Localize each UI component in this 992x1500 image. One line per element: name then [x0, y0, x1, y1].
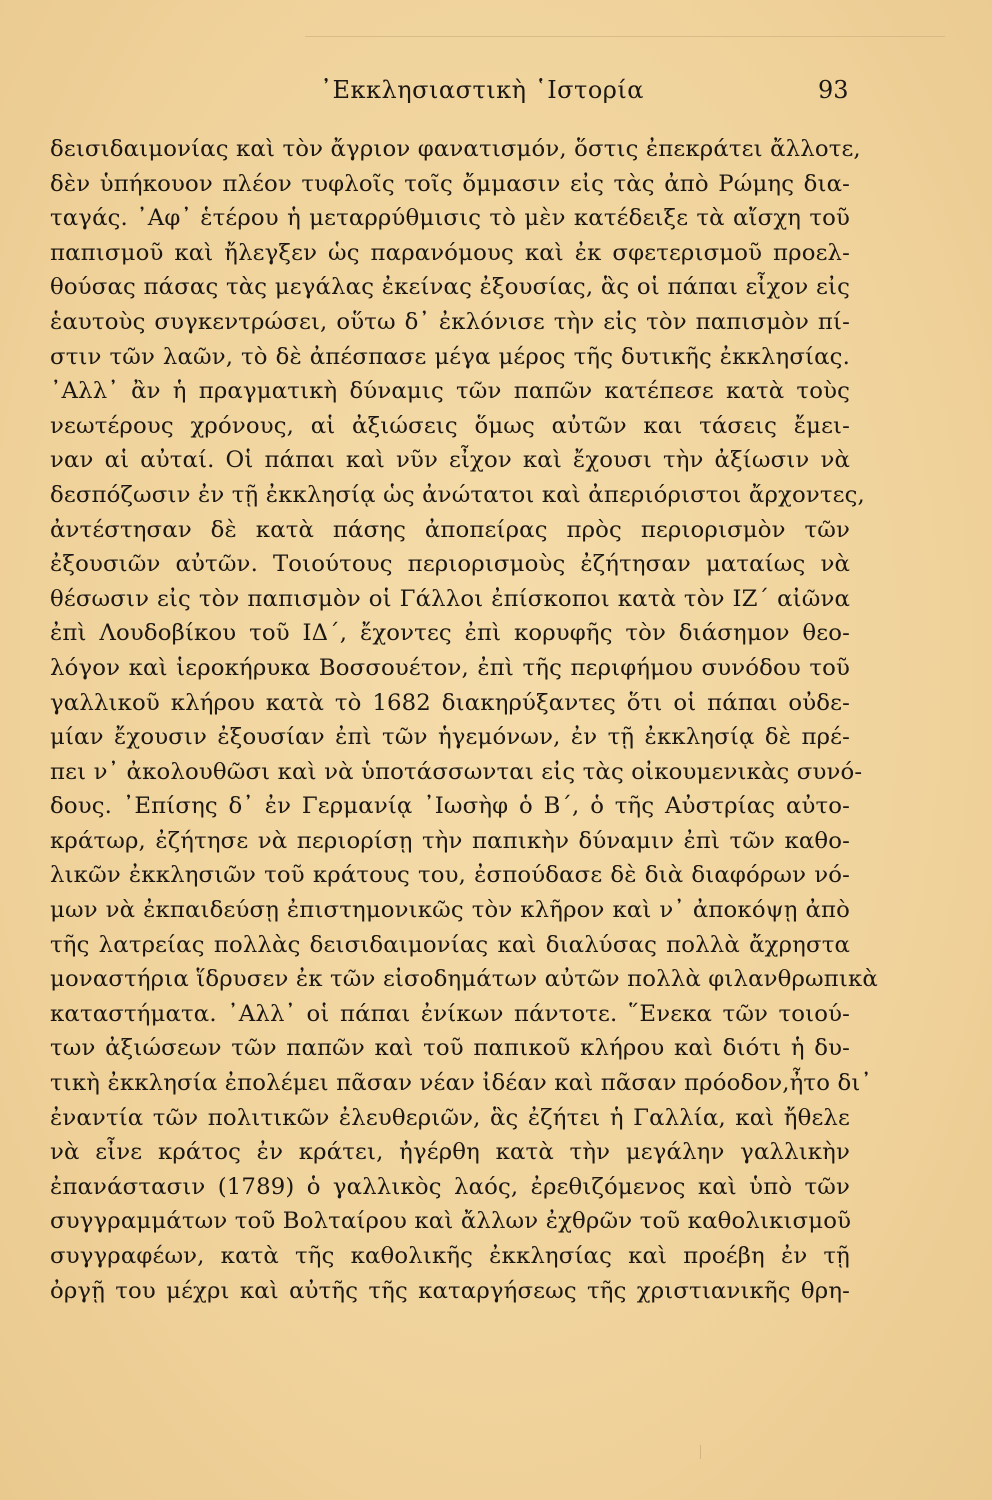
text-line: νεωτέρους χρόνους, αἱ ἀξιώσεις ὅμως αὐτῶν και τάσεις ἔμει- [50, 412, 850, 439]
text-line: μων νὰ ἐκπαιδεύσῃ ἐπιστημονικῶς τὸν κλῆρον καὶ ν᾿ ἀποκόψῃ ἀπὸ [50, 897, 850, 924]
text-line: συγγραμμάτων τοῦ Βολταίρου καὶ ἄλλων ἐχθρῶν τοῦ καθολικισμοῦ [50, 1208, 852, 1235]
text-line: γαλλικοῦ κλήρου κατὰ τὸ 1682 διακηρύξαντες ὅτι οἱ πάπαι οὐδε- [50, 689, 850, 716]
text-line: λόγον καὶ ἱεροκήρυκα Βοσσουέτον, ἐπὶ τῆς περιφήμου συνόδου τοῦ [50, 654, 850, 681]
running-title: ᾿Εκκλησιαστικὴ ῾Ιστορία [320, 76, 645, 104]
text-line: ᾿Αλλ᾿ ἂν ἡ πραγματικὴ δύναμις τῶν παπῶν κατέπεσε κατὰ τοὺς [50, 378, 850, 405]
text-line: ναν αἱ αὐταί. Οἱ πάπαι καὶ νῦν εἶχον καὶ ἔχουσι τὴν ἀξίωσιν νὰ [50, 447, 850, 474]
text-line: ἀντέστησαν δὲ κατὰ πάσης ἀποπείρας πρὸς περιορισμὸν τῶν [50, 516, 850, 543]
text-line: δεισιδαιμονίας καὶ τὸν ἄγριον φανατισμόν, ὅστις ἐπεκράτει ἄλλοτε, [50, 136, 861, 162]
text-line: των ἀξιώσεων τῶν παπῶν καὶ τοῦ παπικοῦ κλήρου καὶ διότι ἡ δυ- [50, 1035, 850, 1062]
text-line: λικῶν ἐκκλησιῶν τοῦ κράτους του, ἐσπούδασε δὲ διὰ διαφόρων νό- [50, 862, 850, 889]
text-line: δους. ᾿Επίσης δ᾿ ἐν Γερμανίᾳ ᾿Ιωσὴφ ὁ Β΄, ὁ τῆς Αὐστρίας αὐτο- [50, 793, 850, 820]
text-line: στιν τῶν λαῶν, τὸ δὲ ἀπέσπασε μέγα μέρος τῆς δυτικῆς ἐκκλησίας. [50, 343, 850, 370]
text-line: μίαν ἔχουσιν ἐξουσίαν ἐπὶ τῶν ἡγεμόνων, ἐν τῇ ἐκκλησίᾳ δὲ πρέ- [50, 724, 850, 751]
text-line: θούσας πάσας τὰς μεγάλας ἐκείνας ἐξουσίας, ἃς οἱ πάπαι εἶχον εἰς [50, 274, 850, 301]
text-line: πει ν᾿ ἀκολουθῶσι καὶ νὰ ὑποτάσσωνται εἰς τὰς οἰκουμενικὰς συνό- [50, 758, 863, 785]
text-line: ἐναντία τῶν πολιτικῶν ἐλευθεριῶν, ἃς ἐζήτει ἡ Γαλλία, καὶ ἤθελε [50, 1104, 850, 1131]
text-line: ἐπὶ Λουδοβίκου τοῦ ΙΔ΄, ἔχοντες ἐπὶ κορυφῆς τὸν διάσημον θεο- [50, 620, 850, 647]
body-text [50, 132, 878, 1308]
text-line: ἐξουσιῶν αὐτῶν. Τοιούτους περιορισμοὺς ἐζήτησαν ματαίως νὰ [50, 551, 850, 578]
text-line: δεσπόζωσιν ἐν τῇ ἐκκλησίᾳ ὡς ἀνώτατοι καὶ ἀπεριόριστοι ἄρχοντες, [50, 481, 865, 508]
text-line: μοναστήρια ἵδρυσεν ἐκ τῶν εἰσοδημάτων αὐτῶν πολλὰ φιλανθρωπικὰ [50, 966, 878, 993]
text-line: νὰ εἶνε κράτος ἐν κράτει, ἠγέρθη κατὰ τὴν μεγάλην γαλλικὴν [50, 1139, 850, 1166]
text-line: τικὴ ἐκκλησία ἐπολέμει πᾶσαν νέαν ἰδέαν καὶ πᾶσαν πρόοδον,ἦτο δι᾿ [50, 1070, 872, 1097]
text-line: παπισμοῦ καὶ ἤλεγξεν ὡς παρανόμους καὶ ἐκ σφετερισμοῦ προελ- [50, 239, 850, 266]
text-line: τῆς λατρείας πολλὰς δεισιδαιμονίας καὶ διαλύσας πολλὰ ἄχρηστα [50, 931, 850, 958]
page-header [0, 76, 992, 108]
text-line: ἐπανάστασιν (1789) ὁ γαλλικὸς λαός, ἐρεθιζόμενος καὶ ὑπὸ τῶν [50, 1173, 850, 1200]
text-line: καταστήματα. ᾿Αλλ᾿ οἱ πάπαι ἐνίκων πάντοτε. ῞Ενεκα τῶν τοιού- [50, 1000, 850, 1027]
text-line: ὀργῇ του μέχρι καὶ αὐτῆς τῆς καταργήσεως τῆς χριστιανικῆς θρη- [50, 1277, 850, 1304]
text-line: συγγραφέων, κατὰ τῆς καθολικῆς ἐκκλησίας καὶ προέβη ἐν τῇ [50, 1243, 850, 1269]
page-blemish [700, 1445, 701, 1459]
page-number: 93 [818, 76, 849, 104]
text-line: θέσωσιν εἰς τὸν παπισμὸν οἱ Γάλλοι ἐπίσκοποι κατὰ τὸν ΙΖ΄ αἰῶνα [50, 585, 850, 612]
text-line: ἑαυτοὺς συγκεντρώσει, οὕτω δ᾿ ἐκλόνισε τὴν εἰς τὸν παπισμὸν πί- [50, 308, 850, 335]
page-edge-line [305, 36, 945, 39]
text-line: κράτωρ, ἐζήτησε νὰ περιορίσῃ τὴν παπικὴν δύναμιν ἐπὶ τῶν καθο- [50, 827, 850, 854]
text-line: ταγάς. ᾿Αφ᾿ ἑτέρου ἡ μεταρρύθμισις τὸ μὲν κατέδειξε τὰ αἴσχη τοῦ [50, 205, 850, 232]
text-line: δὲν ὑπήκουον πλέον τυφλοῖς τοῖς ὄμμασιν εἰς τὰς ἀπὸ Ρώμης δια- [50, 170, 850, 197]
